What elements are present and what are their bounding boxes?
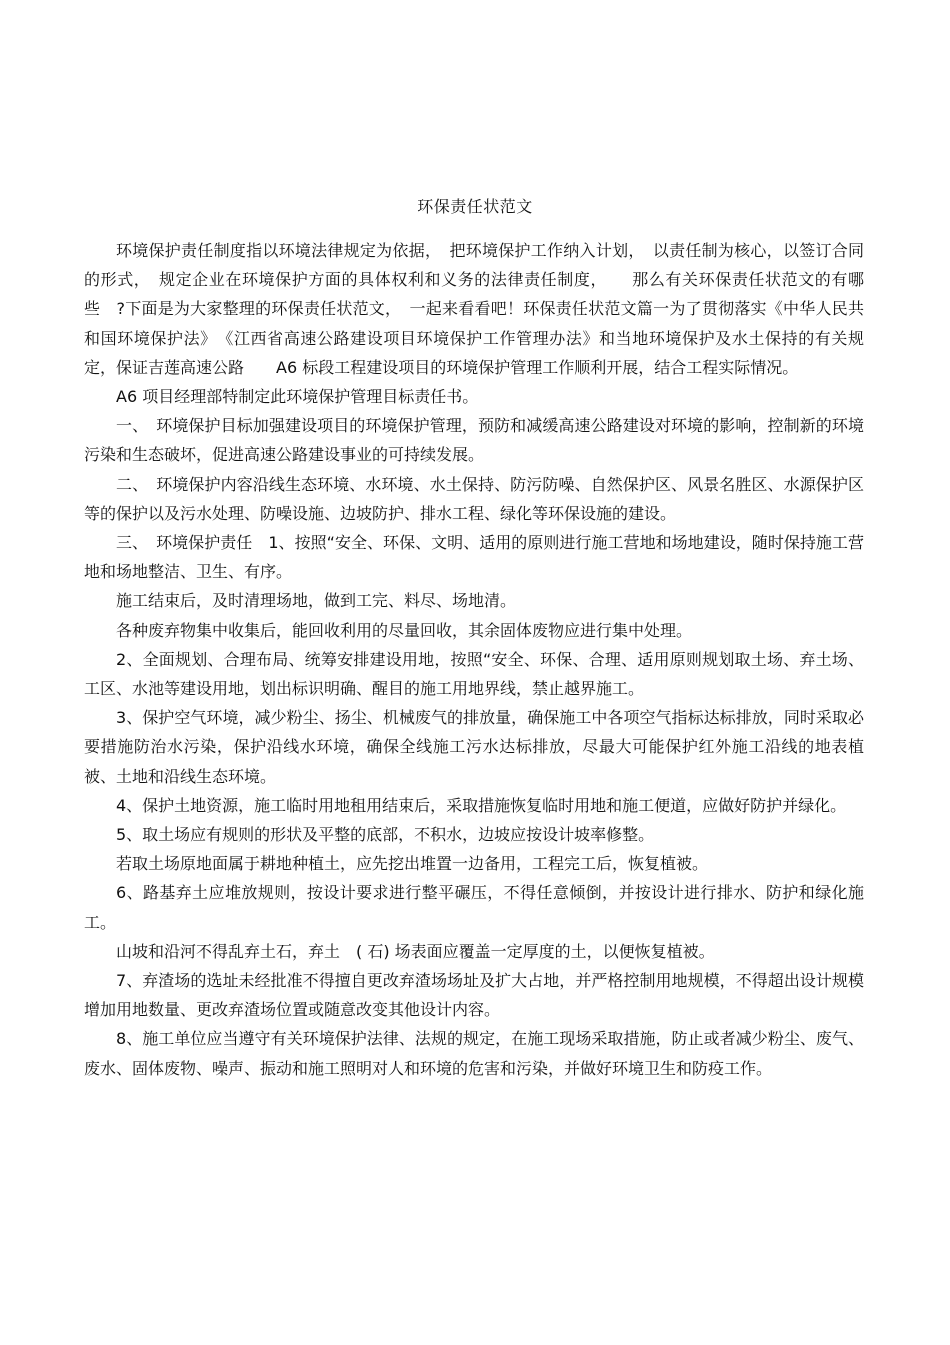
paragraph-item-6: 6、路基弃土应堆放规则，按设计要求进行整平碾压，不得任意倾倒，并按设计进行排水、防护和绿化施工。 xyxy=(84,883,864,932)
document-body xyxy=(84,236,864,1083)
paragraph-section-content: 二、 环境保护内容沿线生态环境、水环境、水土保持、防污防噪、自然保护区、风景名胜区、水源保护区等的保护以及污水处理、防噪设施、边坡防护、排水工程、绿化等环保设施的建设。 xyxy=(84,474,864,523)
paragraph-item-3: 3、保护空气环境，减少粉尘、扬尘、机械废气的排放量，确保施工中各项空气指标达标排放，同时采取必要措施防治水污染，保护沿线水环境，确保全线施工污水达标排放，尽最大可能保护红外施工沿线的地表植被、土地和沿线生态环境。 xyxy=(84,708,864,786)
paragraph-cleanup: 施工结束后，及时清理场地，做到工完、料尽、场地清。 xyxy=(116,591,517,611)
paragraph-intro: 环境保护责任制度指以环境法律规定为依据， 把环境保护工作纳入计划， 以责任制为核心，以签订合同的形式， 规定企业在环境保护方面的具体权利和义务的法律责任制度， 那么有关环保责任状范文的有哪些 ?下面是为大家整理的环保责任状范文， 一起来看看吧！环保责任状范文篇一为了贯彻落实《中华人民共和国环境保护法》 《江西省高速公路建设项目环境保护工作管理办法》和当地环境保护及水土保持的有关规定，保证吉莲高速公路 A6 标段工程建设项目的环境保护管理工作顺利开展，结合工程实际情况。 xyxy=(84,241,864,377)
paragraph-a6-statement: A6 项目经理部特制定此环境保护管理目标责任书。 xyxy=(116,387,479,407)
paragraph-item-8: 8、施工单位应当遵守有关环境保护法律、法规的规定，在施工现场采取措施，防止或者减少粉尘、废气、废水、固体废物、噪声、振动和施工照明对人和环境的危害和污染，并做好环境卫生和防疫工作。 xyxy=(84,1029,864,1078)
paragraph-section-responsibility: 三、 环境保护责任 1、按照“安全、环保、文明、适用的原则进行施工营地和场地建设，随时保持施工营地和场地整洁、卫生、有序。 xyxy=(84,533,864,582)
paragraph-item-7: 7、弃渣场的选址未经批准不得擅自更改弃渣场场址及扩大占地，并严格控制用地规模，不得超出设计规模增加用地数量、更改弃渣场位置或随意改变其他设计内容。 xyxy=(84,971,864,1020)
paragraph-section-goal: 一、 环境保护目标加强建设项目的环境保护管理，预防和减缓高速公路建设对环境的影响，控制新的环境污染和生态破坏，促进高速公路建设事业的可持续发展。 xyxy=(84,416,864,465)
paragraph-slope-river: 山坡和沿河不得乱弃土石，弃土 ( 石) 场表面应覆盖一定厚度的土，以便恢复植被。 xyxy=(116,941,715,961)
paragraph-item-4: 4、保护土地资源，施工临时用地租用结束后，采取措施恢复临时用地和施工便道，应做好防护并绿化。 xyxy=(116,795,847,815)
paragraph-item-5: 5、取土场应有规则的形状及平整的底部，不积水，边坡应按设计坡率修整。 xyxy=(116,825,655,845)
paragraph-item-2: 2、全面规划、合理布局、统筹安排建设用地，按照“安全、环保、合理、适用原则规划取土场、弃土场、工区、水池等建设用地，划出标识明确、醒目的施工用地界线，禁止越界施工。 xyxy=(84,649,864,699)
paragraph-topsoil: 若取土场原地面属于耕地种植土，应先挖出堆置一边备用，工程完工后，恢复植被。 xyxy=(116,854,709,874)
paragraph-waste: 各种废弃物集中收集后，能回收利用的尽量回收，其余固体废物应进行集中处理。 xyxy=(116,620,693,640)
document-title: 环保责任状范文 xyxy=(417,197,533,216)
